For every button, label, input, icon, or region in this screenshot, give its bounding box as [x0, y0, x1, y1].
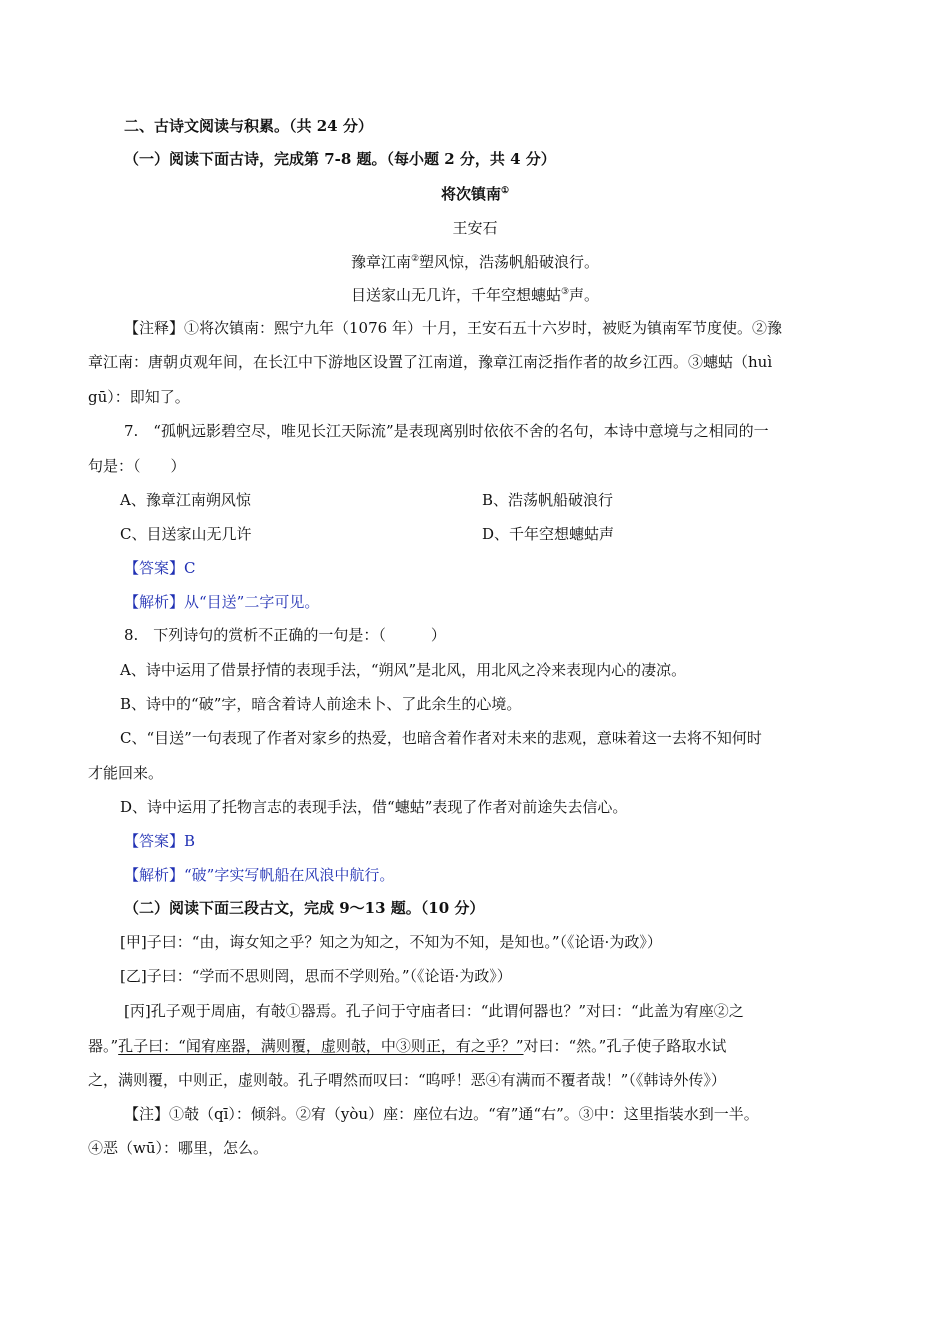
poem-line-2-note: ③ [560, 287, 570, 297]
q7-option-a: A、豫章江南朔风惊 [120, 491, 251, 509]
poem-line-1 [0, 252, 950, 272]
q7-option-c: C、目送家山无几许 [120, 525, 252, 543]
q7-stem-1: 7. “孤帆远影碧空尽，唯见长江天际流”是表现离别时依依不舍的名句，本诗中意境与之相同的一 [124, 422, 769, 440]
poem-title-note: ① [500, 186, 510, 196]
notes-line-2: 章江南：唐朝贞观年间，在长江中下游地区设置了江南道，豫章江南泛指作者的故乡江西。③蟪蛄（huì [88, 353, 773, 371]
q8-option-c-2: 才能回来。 [88, 764, 164, 782]
q7-analysis: 【解析】从“目送”二字可见。 [124, 593, 320, 611]
poem-line-2a: 目送家山无几许，千年空想蟪蛄 [350, 286, 561, 304]
part1-heading: （一）阅读下面古诗，完成第 7-8 题。（每小题 2 分，共 4 分） [124, 150, 556, 168]
poem-line-1a: 豫章江南 [350, 253, 411, 271]
note-line-1: 【注】①攲（qī）：倾斜。②宥（yòu）座：座位右边。“宥”通“右”。③中：这里指装水到一半。 [124, 1105, 759, 1123]
q8-option-a: A、诗中运用了借景抒情的表现手法，“朔风”是北风，用北风之冷来表现内心的凄凉。 [120, 661, 687, 679]
text-yi: [乙]子曰：“学而不思则罔，思而不学则殆。”（《论语·为政》） [120, 967, 512, 985]
poem-line-2b: 声。 [569, 286, 600, 304]
q8-option-c-1: C、“目送”一句表现了作者对家乡的热爱，也暗含着作者对未来的悲观，意味着这一去将不知何时 [120, 729, 762, 747]
poem-title-text: 将次镇南 [440, 185, 501, 203]
poem-line-1b: 塑风惊，浩荡帆船破浪行。 [419, 253, 600, 271]
q8-stem: 8. 下列诗句的赏析不正确的一句是：（ ） [124, 626, 446, 644]
text-bing-1: [丙]孔子观于周庙，有攲①器焉。孔子问于守庙者曰：“此谓何器也？”对曰：“此盖为宥座②之 [124, 1002, 744, 1020]
poem-line-2 [0, 285, 950, 305]
q8-analysis: 【解析】“破”字实写帆船在风浪中航行。 [124, 866, 395, 884]
q8-option-b: B、诗中的“破”字，暗含着诗人前途未卜、了此余生的心境。 [120, 695, 522, 713]
text-jia: [甲]子曰：“由，诲女知之乎？知之为知之，不知为不知，是知也。”（《论语·为政》） [120, 933, 662, 951]
q8-answer: 【答案】B [124, 832, 196, 850]
q7-option-b: B、浩荡帆船破浪行 [482, 491, 614, 509]
text-bing-2b: 对曰：“然。”孔子使子路取水试 [523, 1037, 727, 1055]
text-bing-2a: 器。” [88, 1037, 119, 1055]
note-line-2: ④恶（wū）：哪里，怎么。 [88, 1139, 269, 1157]
text-bing-2 [88, 1036, 726, 1056]
text-bing-3: 之，满则覆，中则正，虚则攲。孔子喟然而叹曰：“呜呼！恶④有满而不覆者哉！”（《韩诗外传》） [88, 1071, 726, 1089]
underlined-sentence: 孔子曰：“闻宥座器，满则覆，虚则攲，中③则正，有之乎？” [118, 1037, 524, 1055]
poem-line-1-note: ② [410, 254, 420, 264]
section-title: 二、古诗文阅读与积累。（共 24 分） [124, 117, 373, 135]
notes-line-1: 【注释】①将次镇南：熙宁九年（1076 年）十月，王安石五十六岁时，被贬为镇南军节度使。②豫 [124, 319, 782, 337]
q8-option-d: D、诗中运用了托物言志的表现手法，借“蟪蛄”表现了作者对前途失去信心。 [120, 798, 628, 816]
q7-stem-2: 句是：（ ） [88, 457, 186, 475]
poem-title [0, 184, 950, 204]
part2-heading: （二）阅读下面三段古文，完成 9～13 题。（10 分） [124, 899, 485, 917]
q7-answer: 【答案】C [124, 559, 196, 577]
poem-author: 王安石 [452, 219, 498, 237]
q7-option-d: D、千年空想蟪蛄声 [482, 525, 615, 543]
notes-line-3: gū）：即知了。 [88, 388, 190, 406]
